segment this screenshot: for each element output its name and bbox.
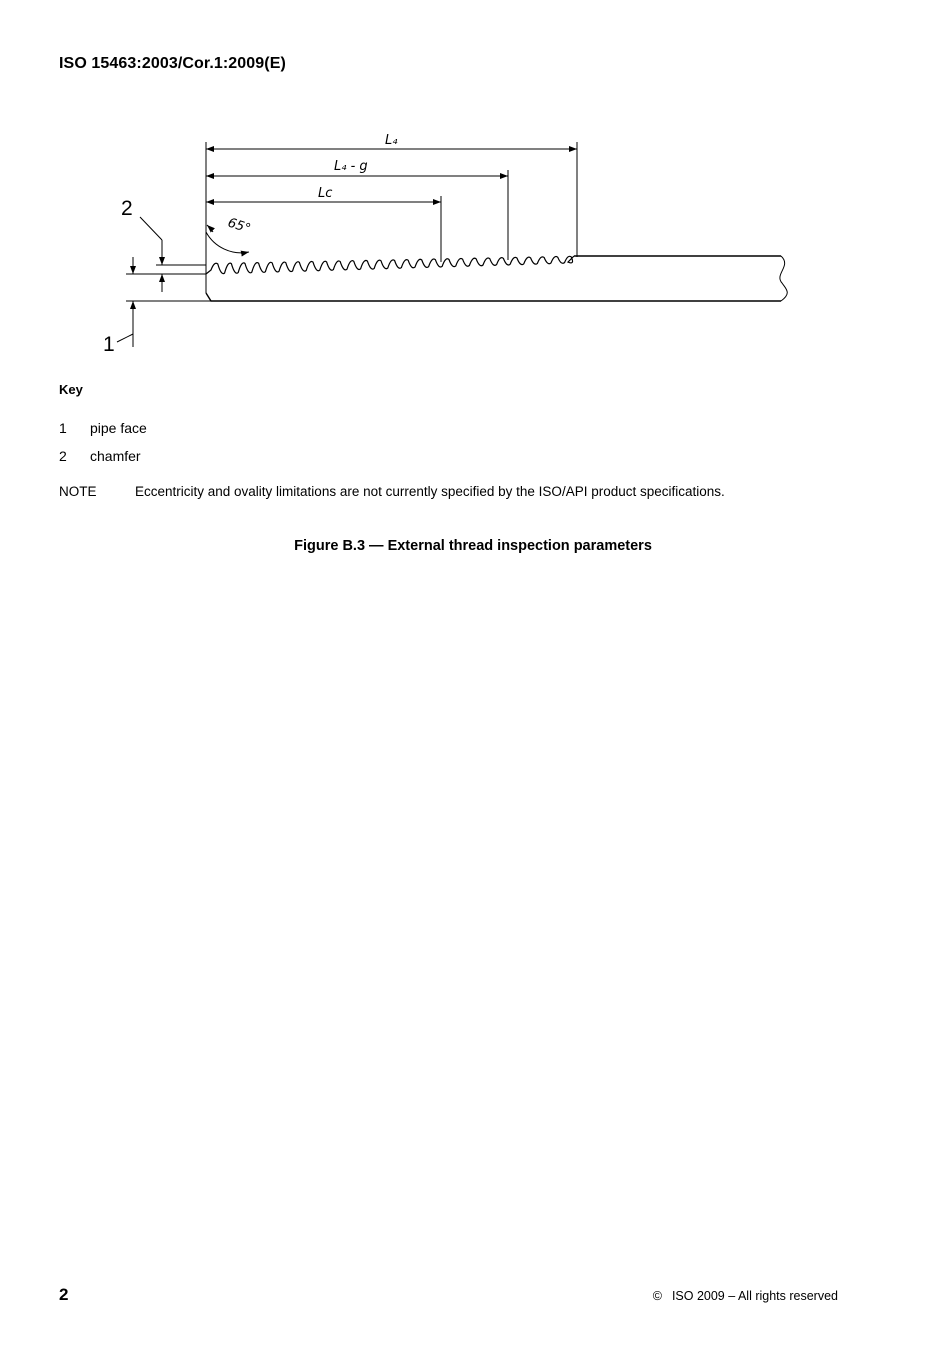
- copyright-notice: [653, 1289, 838, 1303]
- key-item-number: 2: [59, 448, 67, 464]
- pipe-break-line: [780, 256, 787, 301]
- l4-label: L₄: [385, 133, 398, 148]
- key-item-text: chamfer: [90, 448, 141, 464]
- l4-minus-g-label: L₄ - g: [334, 159, 368, 174]
- key-item-number: 1: [59, 420, 67, 436]
- pipe-bottom-edge: [206, 293, 781, 301]
- figure-caption: Figure B.3 — External thread inspection parameters: [294, 538, 652, 554]
- callout-2-leader: [140, 217, 162, 240]
- callout-1-leader: [117, 334, 133, 342]
- copyright-text: ISO 2009 – All rights reserved: [671, 1289, 838, 1303]
- lc-label: Lc: [318, 186, 333, 201]
- copyright-icon: ©: [652, 1289, 662, 1303]
- thread-profile: [206, 256, 574, 274]
- note-text: Eccentricity and ovality limitations are not currently specified by the ISO/API product specifications.: [135, 484, 725, 499]
- callout-1: 1: [103, 333, 115, 356]
- key-title: Key: [59, 382, 83, 397]
- key-item-text: pipe face: [90, 420, 147, 436]
- document-header: ISO 15463:2003/Cor.1:2009(E): [59, 55, 286, 72]
- page-number: 2: [59, 1285, 69, 1304]
- note-label: NOTE: [59, 484, 97, 499]
- callout-2: 2: [121, 197, 133, 220]
- angle-label: 65°: [225, 215, 253, 237]
- thread-inspection-figure: [0, 120, 950, 370]
- thread-diagram: [0, 120, 950, 370]
